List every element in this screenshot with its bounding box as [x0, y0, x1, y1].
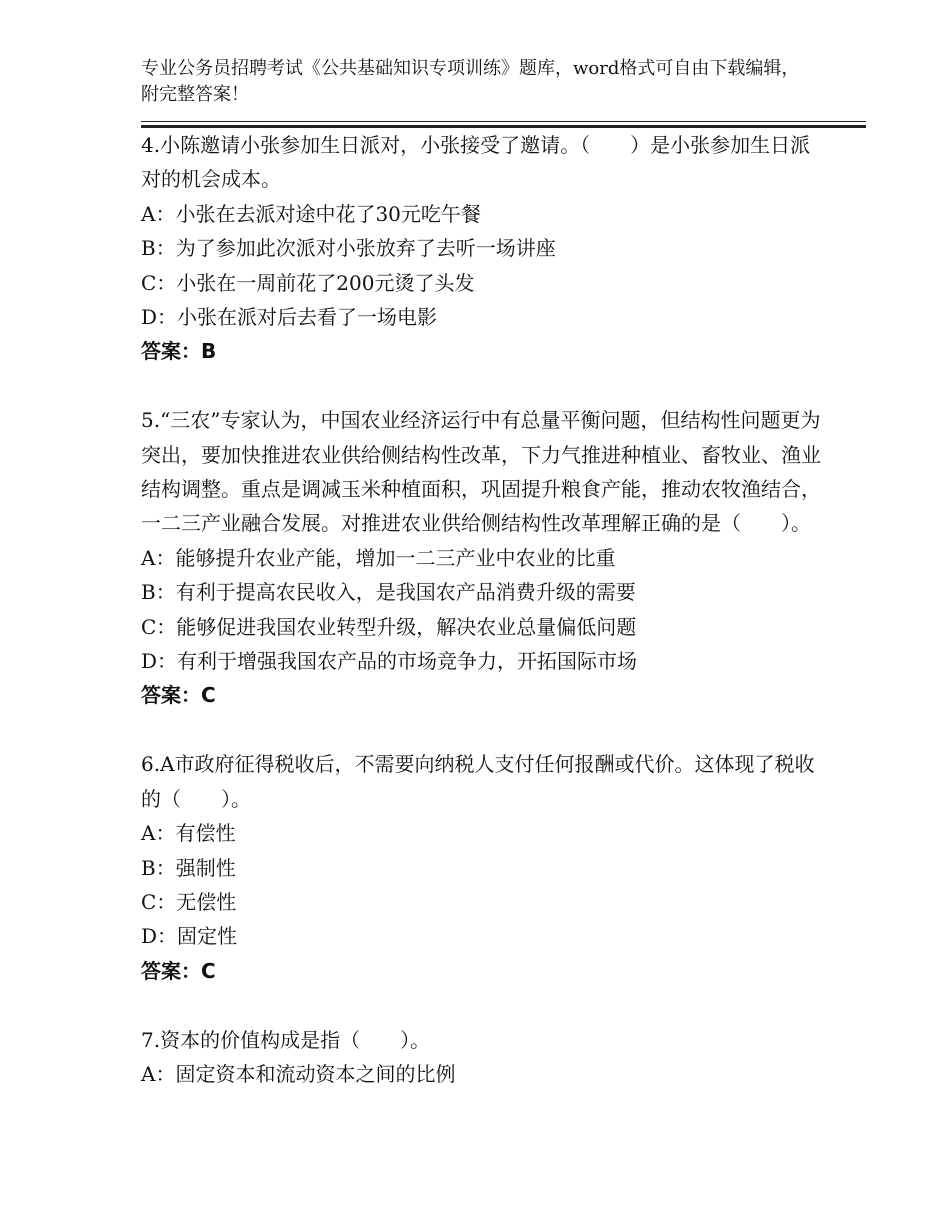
question-6: [141, 747, 821, 988]
question-4: [141, 128, 821, 369]
option-a: A：小张在去派对途中花了30元吃午餐: [141, 201, 481, 226]
option-b: B：强制性: [141, 855, 236, 880]
option-d: D：小张在派对后去看了一场电影: [141, 305, 438, 330]
answer: 答案：C: [141, 683, 216, 708]
question-text: 6.A市政府征得税收后，不需要向纳税人支付任何报酬或代价。这体现了税收的（ ）。: [141, 752, 815, 811]
question-5: [141, 403, 821, 713]
answer: 答案：B: [141, 339, 217, 364]
spacer: [141, 988, 821, 1022]
option-c: C：能够促进我国农业转型升级，解决农业总量偏低问题: [141, 614, 637, 639]
question-text: 7.资本的价值构成是指（ ）。: [141, 1027, 431, 1052]
header-intro: 专业公务员招聘考试《公共基础知识专项训练》题库，word格式可自由下载编辑，附完整答案！: [141, 58, 800, 105]
spacer: [141, 369, 821, 403]
spacer: [141, 713, 821, 747]
option-a: A：固定资本和流动资本之间的比例: [141, 1061, 456, 1086]
option-a: A：能够提升农业产能，增加一二三产业中农业的比重: [141, 545, 616, 570]
option-d: D：有利于增强我国农产品的市场竞争力，开拓国际市场: [141, 649, 638, 674]
option-c: C：小张在一周前花了200元烫了头发: [141, 270, 475, 295]
answer: 答案：C: [141, 958, 216, 983]
option-b: B：为了参加此次派对小张放弃了去听一场讲座: [141, 236, 556, 261]
question-7: [141, 1023, 821, 1092]
option-d: D：固定性: [141, 924, 238, 949]
option-a: A：有偿性: [141, 821, 236, 846]
option-c: C：无偿性: [141, 889, 237, 914]
question-list: [141, 128, 821, 1091]
header-rule-thin: [141, 121, 866, 122]
question-text: 5.“三农”专家认为，中国农业经济运行中有总量平衡问题，但结构性问题更为突出，要加快推进农业供给侧结构性改革，下力气推进种植业、畜牧业、渔业结构调整。重点是调减玉米种植面积，巩固提升粮食产能，推动农牧渔结合，一二三产业融合发展。对推进农业供给侧结构性改革理解正确的是（ ）。: [141, 408, 821, 536]
option-b: B：有利于提高农民收入，是我国农产品消费升级的需要: [141, 580, 636, 605]
question-text: 4.小陈邀请小张参加生日派对，小张接受了邀请。（ ）是小张参加生日派对的机会成本。: [141, 133, 811, 192]
